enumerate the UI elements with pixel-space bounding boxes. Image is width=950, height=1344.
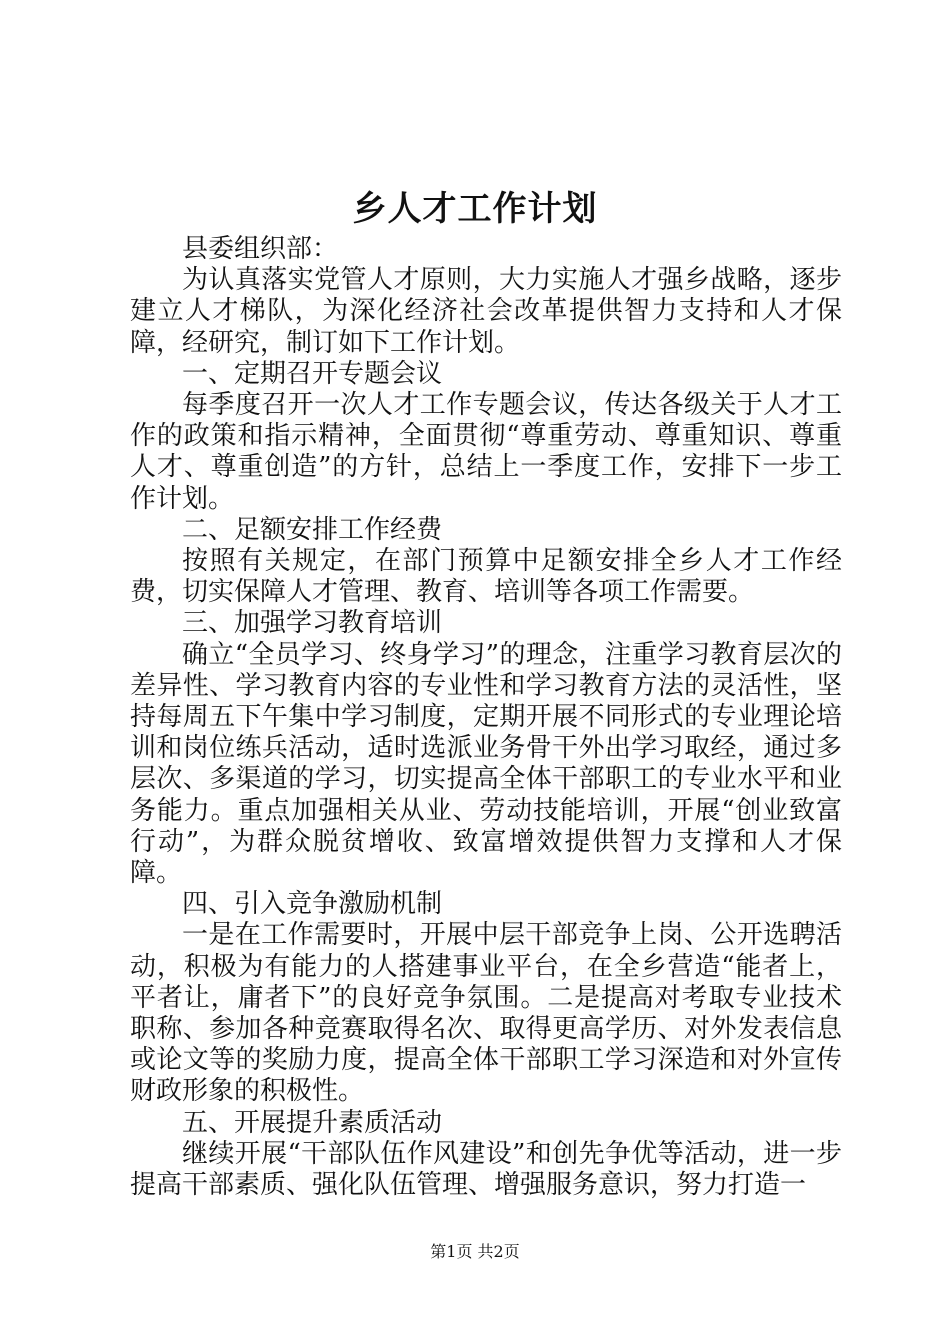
document-body: [130, 234, 842, 1201]
section-body-5: 继续开展“干部队伍作风建设”和创先争优等活动，进一步提高干部素质、强化队伍管理、增强服务意识，努力打造一: [130, 1138, 842, 1201]
section-body-3: 确立“全员学习、终身学习”的理念，注重学习教育层次的差异性、学习教育内容的专业性和学习教育方法的灵活性，坚持每周五下午集中学习制度，定期开展不同形式的专业理论培训和岗位练兵活动，适时选派业务骨干外出学习取经，通过多层次、多渠道的学习，切实提高全体干部职工的专业水平和业务能力。重点加强相关从业、劳动技能培训，开展“创业致富行动”，为群众脱贫增收、致富增效提供智力支撑和人才保障。: [130, 639, 842, 889]
section-body-4: 一是在工作需要时，开展中层干部竞争上岗、公开选聘活动，积极为有能力的人搭建事业平台，在全乡营造“能者上，平者让，庸者下”的良好竞争氛围。二是提高对考取专业技术职称、参加各种竞赛取得名次、取得更高学历、对外发表信息或论文等的奖励力度，提高全体干部职工学习深造和对外宣传财政形象的积极性。: [130, 920, 842, 1107]
document-title: 乡人才工作计划: [352, 189, 598, 229]
section-heading-1: 一、定期召开专题会议: [182, 358, 443, 389]
intro-paragraph: 为认真落实党管人才原则，大力实施人才强乡战略，逐步建立人才梯队，为深化经济社会改革提供智力支持和人才保障，经研究，制订如下工作计划。: [130, 265, 842, 358]
section-heading-2: 二、足额安排工作经费: [182, 514, 443, 545]
section-heading-4: 四、引入竞争激励机制: [182, 889, 443, 920]
section-heading-5: 五、开展提升素质活动: [182, 1107, 443, 1138]
section-body-2: 按照有关规定，在部门预算中足额安排全乡人才工作经费，切实保障人才管理、教育、培训等各项工作需要。: [130, 546, 842, 608]
addressee: 县委组织部：: [182, 234, 339, 264]
page-number-footer: 第1页 共2页: [430, 1242, 520, 1261]
section-body-1: 每季度召开一次人才工作专题会议，传达各级关于人才工作的政策和指示精神，全面贯彻“尊重劳动、尊重知识、尊重人才、尊重创造”的方针，总结上一季度工作，安排下一步工作计划。: [130, 390, 842, 514]
section-heading-3: 三、加强学习教育培训: [182, 608, 443, 639]
